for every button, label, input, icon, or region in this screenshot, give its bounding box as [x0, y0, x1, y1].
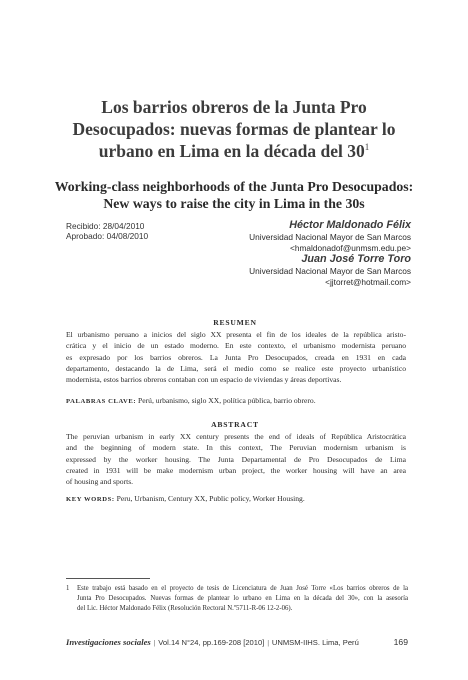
footnote-line: del Lic. Héctor Maldonado Félix (Resolución Rectoral N.º5711-R-06 12-2-06). [77, 605, 293, 612]
title-line-3 [40, 140, 428, 162]
footer-separator: | [267, 638, 269, 647]
abstract-keywords-label: KEY WORDS: [66, 496, 115, 503]
journal-volume: Vol.14 N°24, pp.169-208 [2010] [158, 638, 265, 647]
abstract-line: of housing and sports. [66, 477, 134, 487]
resumen-heading: RESUMEN [213, 318, 257, 327]
abstract-line: created in 1931 will be make modernism urban project, the worker housing will have an area [66, 465, 406, 475]
subtitle-line-2: New ways to raise the city in Lima in the 30s [103, 196, 365, 211]
resumen-keywords [66, 395, 406, 407]
resumen-line: es expresado por los barrios obreros. La Junta Pro Desocupados, creada en 1931 en cada [66, 352, 406, 362]
abstract-line: and the beginning of modern state. In this context, The Peruvian modernism urbanism is [66, 443, 406, 453]
journal-name: Investigaciones sociales [66, 637, 151, 647]
author-name: Héctor Maldonado Félix [289, 219, 411, 231]
author-name: Juan José Torre Toro [301, 253, 411, 265]
footnote [66, 584, 408, 614]
footnote-line: Junta Pro Desocupados. Nuevas formas de plantear lo urbano en Lima en la década del 30», con la asesoría [77, 595, 408, 602]
resumen-line: El urbanismo peruano a inicios del siglo XX presenta el fin de los ideales de la república aristo- [66, 330, 406, 339]
footnote-text [77, 584, 408, 614]
title-line-3-text: urbano en Lima en la década del 30 [98, 141, 365, 161]
page-footer [66, 637, 408, 649]
title-footnote-marker: 1 [364, 142, 370, 153]
footnote-number: 1 [66, 585, 70, 592]
footnote-line: Este trabajo está basado en el proyecto de tesis de Licenciatura de Juan José Torre «Los barrios obreros de la [77, 585, 408, 592]
abstract-heading: ABSTRACT [211, 420, 259, 429]
subtitle-line-1: Working-class neighborhoods of the Junta Pro Desocupados: [54, 179, 414, 194]
author-institution: Universidad Nacional Mayor de San Marcos [249, 266, 411, 276]
abstract-body [66, 431, 406, 487]
article-subtitle-english [40, 178, 428, 212]
abstract-keywords [66, 493, 406, 505]
resumen-body [66, 329, 406, 385]
title-line-2: Desocupados: nuevas formas de plantear lo [72, 119, 396, 139]
resumen-line: crática y el inicio de un estado moderno. En este contexto, el urbanismo modernista peruano [66, 341, 406, 351]
resumen-keywords-label: PALABRAS CLAVE: [66, 398, 137, 405]
author-block [151, 219, 411, 287]
page-number: 169 [393, 637, 408, 647]
resumen-line: departamento, destacando la de Lima, será el medio como se realice este proyecto urbanístico [66, 363, 406, 373]
approved-date: Aprobado: 04/08/2010 [66, 231, 149, 241]
journal-issn: UNMSM-IIHS. Lima, Perú [271, 638, 359, 647]
author-email: <hmaldonadof@unmsm.edu.pe> [290, 242, 411, 253]
footnote-divider [66, 578, 150, 579]
author-institution: Universidad Nacional Mayor de San Marcos [249, 232, 411, 242]
abstract-line: expressed by the worker housing. The Junta Departamental de Pro Desocupados de Lima [66, 454, 406, 464]
submission-dates [66, 221, 148, 241]
abstract-keywords-text: Peru, Urbanism, Century XX, Public policy, Worker Housing. [116, 494, 305, 503]
author-email: <jjtorret@hotmail.com> [325, 276, 411, 287]
title-line-1: Los barrios obreros de la Junta Pro [101, 97, 367, 117]
abstract-line: The peruvian urbanism in early XX century presents the end of ideals of República Aristocrática [66, 432, 406, 441]
resumen-line: modernista, estos barrios obreros contaban con un espacio de viviendas y áreas deportivas. [66, 375, 342, 385]
received-date: Recibido: 28/04/2010 [66, 221, 145, 231]
footer-separator: | [153, 638, 156, 647]
resumen-keywords-text: Perú, urbanismo, siglo XX, política pública, barrio obrero. [138, 396, 316, 405]
article-title [40, 96, 428, 162]
